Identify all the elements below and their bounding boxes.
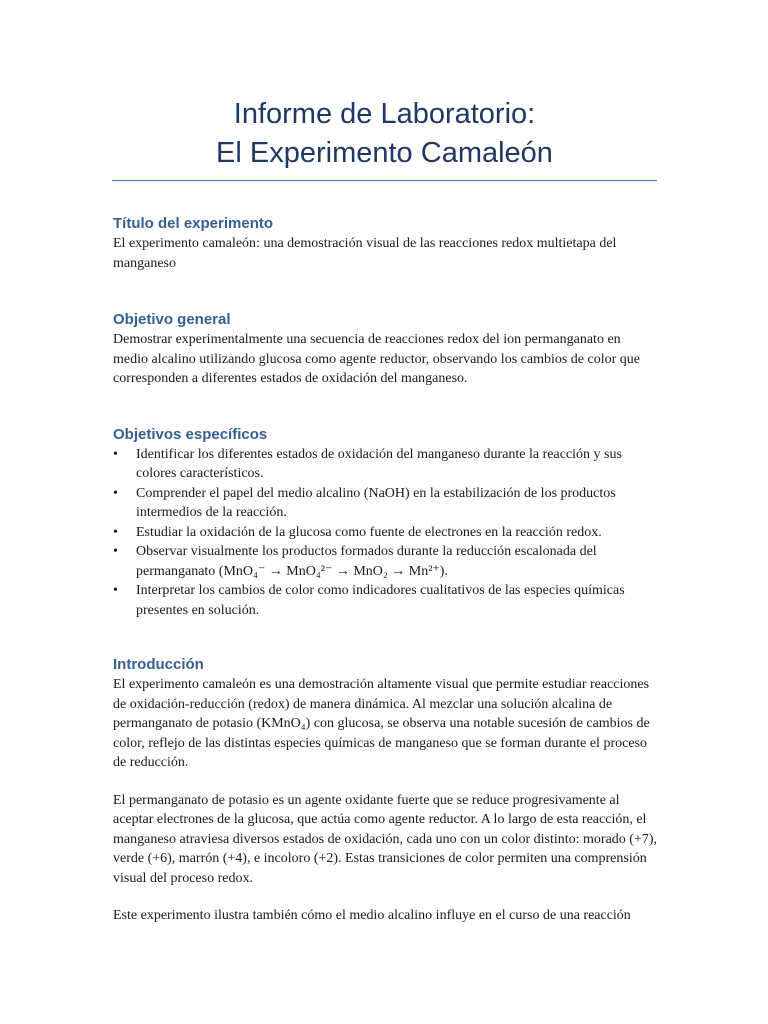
bullet-icon: • <box>113 485 118 501</box>
intro-paragraph-2: El permanganato de potasio es un agente oxidante fuerte que se reduce progresivamente al aceptar electrones de la glucosa, que actúa como agente reductor. A lo largo de esta reacción, el manganeso atraviesa diversos estados de oxidación, cada uno con un color distinto: morado (+7), verde (+6), marrón (+4), e incoloro (+2). Estas transiciones de color permiten una comprensión visual del proceso redox. <box>113 792 658 886</box>
list-item <box>113 542 659 581</box>
document-body <box>113 214 659 926</box>
list-item <box>113 445 659 484</box>
section-heading-objetivos-especificos: Objetivos específicos <box>113 425 268 443</box>
section-objetivo-general <box>113 310 659 389</box>
list-item <box>113 484 659 523</box>
document-title <box>112 95 657 173</box>
intro-paragraph-1: El experimento camaleón es una demostración altamente visual que permite estudiar reacciones de oxidación-reducción (redox) de manera dinámica. Al mezclar una solución alcalina de permanganato de potasio (KMnO₄) con glucosa, se observa una notable sucesión de cambios de color, reflejo de las distintas especies químicas de manganeso que se forman durante el proceso de reducción. <box>113 677 650 770</box>
section-text-titulo: El experimento camaleón: una demostración visual de las reacciones redox multietapa del manganeso <box>113 236 617 271</box>
bullet-icon: • <box>113 524 118 540</box>
list-item-text: Observar visualmente los productos formados durante la reducción escalonada del permanganato (MnO₄⁻ → MnO₄²⁻ → MnO₂ → Mn²⁺). <box>136 544 597 579</box>
bullet-icon: • <box>113 583 118 598</box>
list-item-text: Comprender el papel del medio alcalino (NaOH) en la estabilización de los productos intermedios de la reacción. <box>136 485 616 520</box>
title-line-1: Informe de Laboratorio: <box>233 98 536 130</box>
list-item-text: Identificar los diferentes estados de oxidación del manganeso durante la reacción y sus colores característicos. <box>136 446 622 481</box>
list-item-text: Estudiar la oxidación de la glucosa como fuente de electrones en la reacción redox. <box>136 524 602 540</box>
section-objetivos-especificos <box>113 425 659 621</box>
intro-paragraph-3: Este experimento ilustra también cómo el medio alcalino influye en el curso de una reacción <box>113 908 631 923</box>
list-item <box>113 523 659 543</box>
bullet-icon: • <box>113 446 118 462</box>
section-heading-titulo: Título del experimento <box>113 215 274 232</box>
list-item-text: Interpretar los cambios de color como indicadores cualitativos de las especies químicas presentes en solución. <box>136 583 625 618</box>
bullet-icon: • <box>113 544 118 559</box>
section-heading-objetivo-general: Objetivo general <box>113 311 231 328</box>
section-titulo <box>113 214 659 273</box>
section-text-objetivo-general: Demostrar experimentalmente una secuencia de reacciones redox del ion permanganato en medio alcalino utilizando glucosa como agente reductor, observando los cambios de color que corresponden a diferentes estados de oxidación del manganeso. <box>113 332 640 386</box>
section-heading-introduccion: Introducción <box>113 656 204 673</box>
title-line-2: El Experimento Camaleón <box>216 137 553 169</box>
title-divider <box>112 180 657 181</box>
section-introduccion <box>113 655 659 926</box>
list-item <box>113 581 659 620</box>
objectives-list <box>113 445 659 621</box>
